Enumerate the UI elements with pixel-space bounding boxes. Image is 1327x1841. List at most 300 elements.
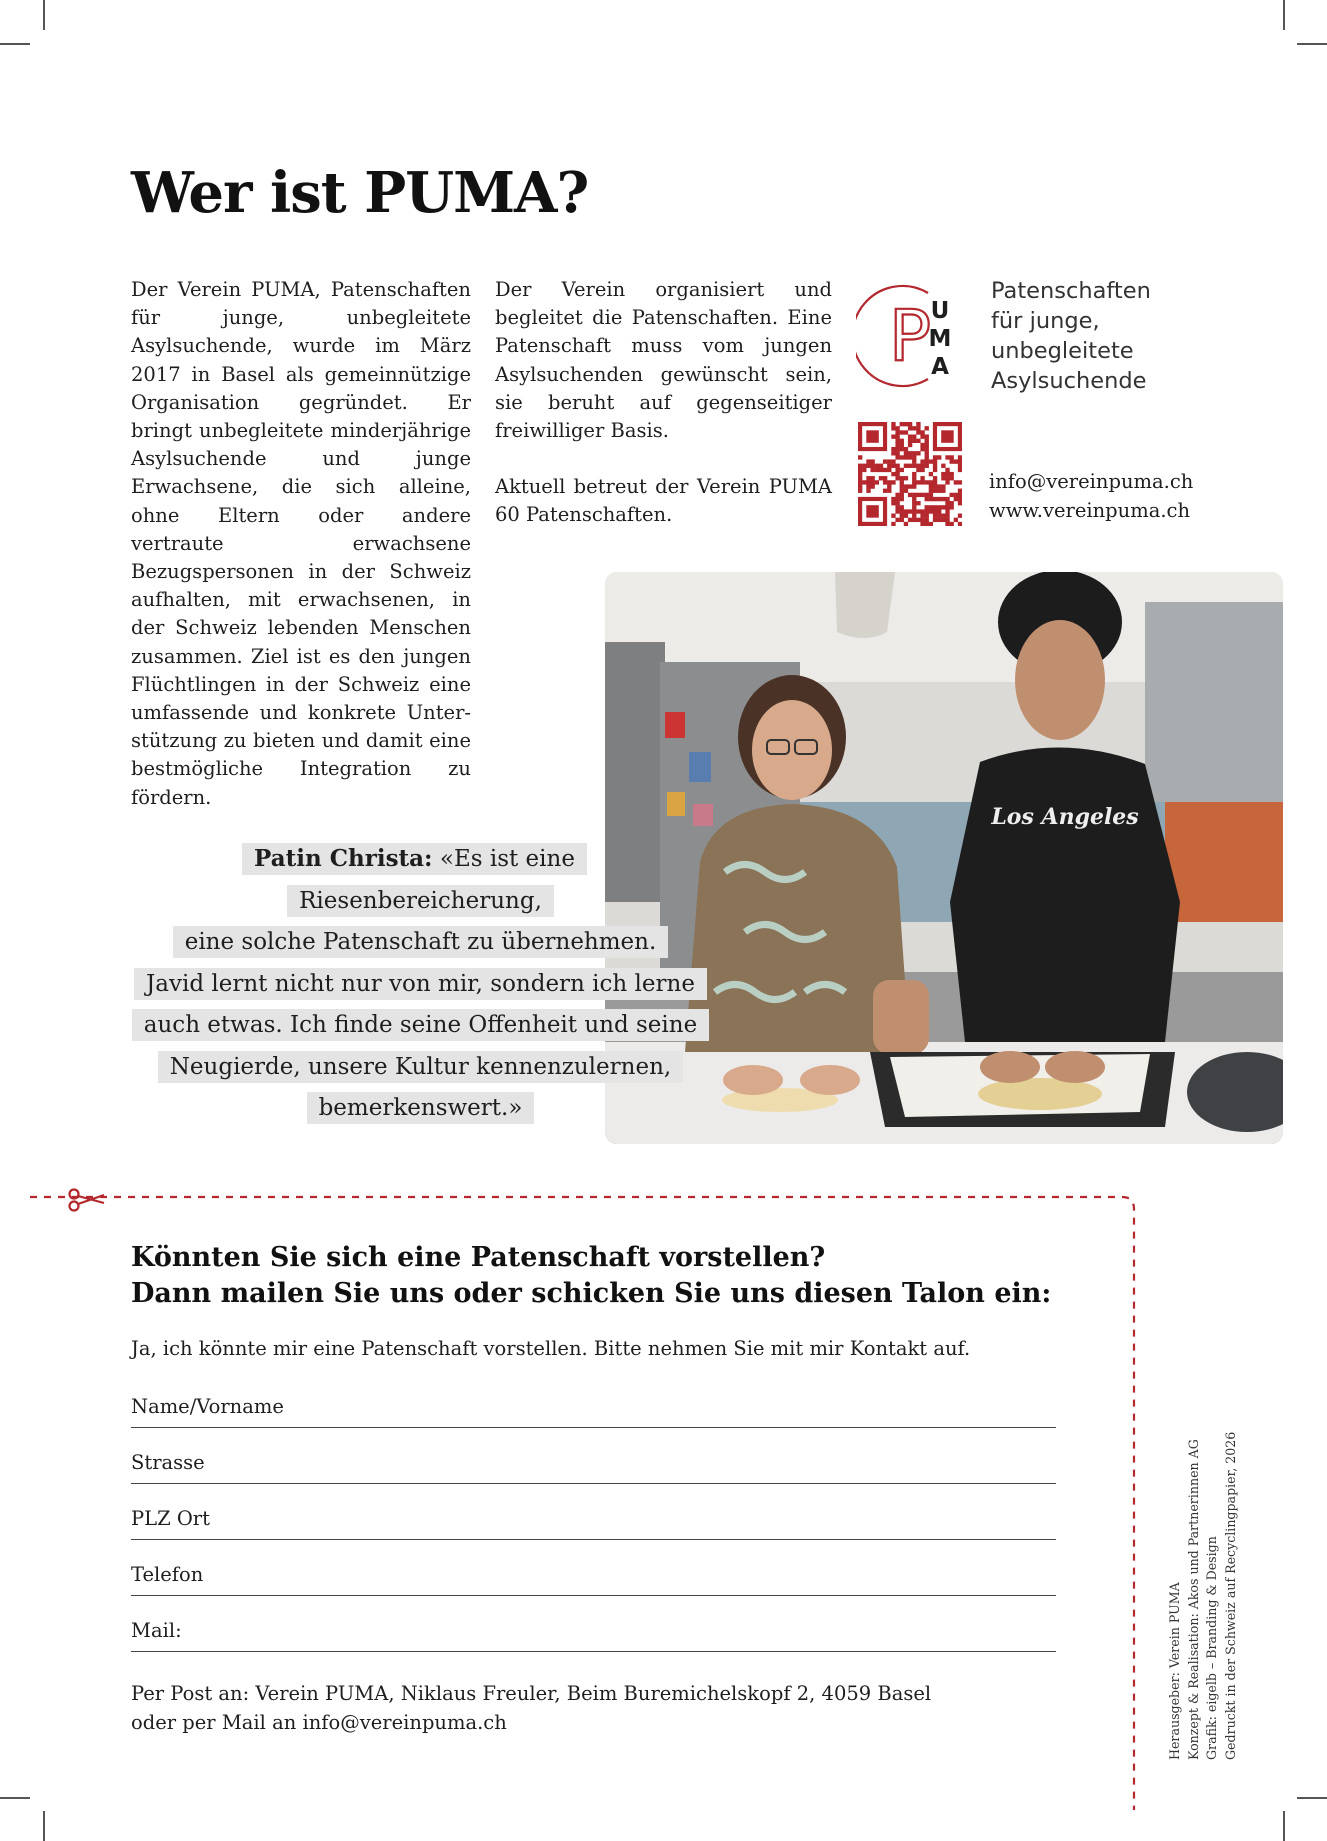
qr-module xyxy=(879,468,883,472)
qr-module xyxy=(883,476,887,480)
qr-module xyxy=(904,451,908,455)
tagline-line: unbegleitete xyxy=(991,338,1134,364)
qr-module xyxy=(900,422,904,426)
qr-module xyxy=(933,489,937,493)
qr-module xyxy=(937,509,941,513)
lamp-shade xyxy=(835,572,895,638)
qr-module xyxy=(912,509,916,513)
talon-heading xyxy=(131,1240,1051,1312)
qr-module xyxy=(895,430,899,434)
qr-module xyxy=(933,518,937,522)
qr-module xyxy=(870,484,874,488)
qr-module xyxy=(866,459,870,463)
qr-module xyxy=(895,501,899,505)
dough-on-tray xyxy=(978,1078,1102,1110)
qr-module xyxy=(862,468,866,472)
qr-module xyxy=(900,484,904,488)
qr-module xyxy=(900,455,904,459)
qr-module xyxy=(904,447,908,451)
qr-module xyxy=(870,480,874,484)
qr-module xyxy=(891,480,895,484)
quote-block xyxy=(128,838,713,1130)
qr-module xyxy=(908,518,912,522)
crop-mark xyxy=(1283,0,1285,30)
qr-module xyxy=(858,455,862,459)
qr-module xyxy=(929,480,933,484)
qr-module xyxy=(858,476,862,480)
qr-module xyxy=(925,464,929,468)
qr-module xyxy=(958,514,962,518)
qr-module xyxy=(945,497,949,501)
qr-module xyxy=(945,522,949,526)
qr-module xyxy=(900,468,904,472)
qr-module xyxy=(912,439,916,443)
qr-module xyxy=(904,464,908,468)
imprint-line: Grafik: eigelb – Branding & Design xyxy=(1204,1536,1220,1760)
qr-module xyxy=(879,476,883,480)
qr-module xyxy=(870,476,874,480)
qr-module xyxy=(866,505,878,517)
qr-module xyxy=(937,518,941,522)
qr-module xyxy=(895,434,899,438)
cabinet-right xyxy=(1145,602,1283,802)
street-field[interactable] xyxy=(131,1448,1056,1484)
intro-text-column-1: Der Verein PUMA, Patenschaften für junge, unbegleitete Asylsuchende, wurde im März 2017 in Basel als gemeinnützige Organisation gegründet. Er bringt unbegleitete minderjährige Asylsuchende und junge Erwachsene, die sich alleine, ohne Eltern oder andere vertraute erwachsene Bezugspersonen in der Schweiz aufhalten, mit erwachsenen, in der Schweiz lebenden Menschen zusammen. Ziel ist es den jungen Flüchtlingen in der Schweiz eine umfassende und konkrete Unterstützung zu bieten und damit eine bestmögliche Integration zu fördern. xyxy=(131,278,471,809)
qr-module xyxy=(941,489,945,493)
qr-module xyxy=(954,493,958,497)
qr-module xyxy=(887,468,891,472)
qr-module xyxy=(912,497,916,501)
qr-module xyxy=(941,464,945,468)
qr-module xyxy=(920,522,924,526)
splashback-accent xyxy=(1165,802,1283,922)
qr-module xyxy=(933,468,937,472)
qr-module xyxy=(916,518,920,522)
qr-module xyxy=(895,464,899,468)
qr-module xyxy=(866,489,870,493)
intro-text-column-2 xyxy=(495,276,832,530)
quote-text: «Es ist eine Riesenbereicherung, xyxy=(299,846,575,914)
qr-module xyxy=(866,484,870,488)
qr-module xyxy=(887,464,891,468)
qr-module xyxy=(937,497,941,501)
postal-line: oder per Mail an info@vereinpuma.ch xyxy=(131,1710,507,1734)
postal-line: Per Post an: Verein PUMA, Niklaus Freuler, Beim Buremichelskopf 2, 4059 Basel xyxy=(131,1682,932,1705)
qr-module xyxy=(912,501,916,505)
qr-module xyxy=(904,455,908,459)
qr-module xyxy=(925,518,929,522)
qr-module xyxy=(866,430,878,442)
qr-module xyxy=(929,472,933,476)
quote-line: bemerkenswert.» xyxy=(307,1092,535,1124)
qr-module xyxy=(895,455,899,459)
qr-code[interactable] xyxy=(858,422,962,526)
tagline-line: Patenschaften xyxy=(991,278,1151,304)
qr-module xyxy=(891,464,895,468)
quote-line: eine solche Patenschaft zu übernehmen. xyxy=(173,926,669,958)
qr-module xyxy=(891,451,895,455)
phone-field[interactable] xyxy=(131,1560,1056,1596)
qr-module xyxy=(904,514,908,518)
qr-module xyxy=(945,501,949,505)
tshirt-print: Los Angeles xyxy=(991,804,1139,830)
woman-face xyxy=(752,700,832,800)
qr-module xyxy=(908,443,912,447)
qr-module xyxy=(862,480,866,484)
qr-module xyxy=(925,514,929,518)
qr-module xyxy=(920,514,924,518)
qr-module xyxy=(900,493,904,497)
qr-module xyxy=(912,472,916,476)
qr-module xyxy=(937,514,941,518)
quote-line: auch etwas. Ich finde seine Offenheit und seine xyxy=(132,1009,709,1041)
qr-module xyxy=(908,451,912,455)
woman-hand xyxy=(800,1065,860,1095)
qr-module xyxy=(929,489,933,493)
qr-module xyxy=(900,505,904,509)
contact-website-link[interactable]: www.vereinpuma.ch xyxy=(989,499,1191,522)
qr-module xyxy=(933,505,937,509)
qr-module xyxy=(908,434,912,438)
qr-module xyxy=(929,493,933,497)
scissors-icon xyxy=(70,1190,105,1211)
qr-module xyxy=(933,480,937,484)
qr-module xyxy=(875,464,879,468)
qr-module xyxy=(954,480,958,484)
qr-module xyxy=(933,476,937,480)
qr-module xyxy=(912,493,916,497)
qr-module xyxy=(891,472,895,476)
qr-module xyxy=(895,476,899,480)
qr-module xyxy=(895,509,899,513)
qr-module xyxy=(920,434,924,438)
qr-module xyxy=(912,514,916,518)
qr-module xyxy=(920,509,924,513)
qr-module xyxy=(891,434,895,438)
qr-module xyxy=(937,484,941,488)
quote-line: Neugierde, unsere Kultur kennenzulernen, xyxy=(158,1051,683,1083)
postal-address xyxy=(131,1680,931,1737)
qr-module xyxy=(891,497,895,501)
qr-module xyxy=(925,451,929,455)
qr-module xyxy=(895,447,899,451)
logo-letter-m: M xyxy=(928,326,952,352)
qr-module xyxy=(941,505,945,509)
qr-module xyxy=(941,497,945,501)
qr-module xyxy=(945,509,949,513)
qr-module xyxy=(920,464,924,468)
name-field[interactable] xyxy=(131,1392,1056,1428)
qr-module xyxy=(879,464,883,468)
qr-module xyxy=(862,464,866,468)
qr-module xyxy=(920,518,924,522)
woman-hand xyxy=(723,1065,783,1095)
logo-letter-a: A xyxy=(931,354,949,380)
qr-module xyxy=(895,505,899,509)
qr-module xyxy=(950,501,954,505)
contact-email-link[interactable]: info@vereinpuma.ch xyxy=(989,470,1194,493)
quote-line xyxy=(242,843,587,917)
qr-module xyxy=(958,455,962,459)
crop-mark xyxy=(43,0,45,30)
qr-module xyxy=(929,497,933,501)
imprint-line: Konzept & Realisation: Akos und Partnerinnen AG xyxy=(1185,1439,1201,1760)
logo-letter-u: U xyxy=(930,298,950,324)
qr-module xyxy=(933,464,937,468)
qr-module xyxy=(895,451,899,455)
qr-module xyxy=(912,476,916,480)
qr-module xyxy=(941,430,953,442)
qr-module xyxy=(887,459,891,463)
qr-module xyxy=(912,484,916,488)
qr-module xyxy=(945,480,949,484)
talon-heading-line: Dann mailen Sie uns oder schicken Sie uns diesen Talon ein: xyxy=(131,1278,1052,1309)
qr-module xyxy=(958,459,962,463)
qr-module xyxy=(937,455,941,459)
qr-module xyxy=(945,476,949,480)
qr-module xyxy=(916,468,920,472)
qr-module xyxy=(908,439,912,443)
man-arm xyxy=(873,980,929,1054)
qr-module xyxy=(904,489,908,493)
qr-module xyxy=(929,522,933,526)
qr-module xyxy=(941,514,945,518)
logo-letter-p: P xyxy=(888,295,932,377)
qr-module xyxy=(908,455,912,459)
qr-module xyxy=(925,509,929,513)
qr-module xyxy=(900,476,904,480)
qr-module xyxy=(900,447,904,451)
intro-paragraph: Aktuell betreut der Verein PUMA 60 Patenschaften. xyxy=(495,475,832,527)
qr-module xyxy=(900,518,904,522)
imprint-line: Herausgeber: Verein PUMA xyxy=(1167,1582,1182,1760)
qr-module xyxy=(883,480,887,484)
qr-module xyxy=(933,509,937,513)
city-field[interactable] xyxy=(131,1504,1056,1540)
man-face xyxy=(1015,620,1105,740)
qr-module xyxy=(916,480,920,484)
qr-module xyxy=(875,480,879,484)
qr-module xyxy=(916,430,920,434)
qr-module xyxy=(900,514,904,518)
field-label: PLZ Ort xyxy=(131,1507,210,1530)
qr-module xyxy=(945,455,949,459)
qr-module xyxy=(945,518,949,522)
man-hand xyxy=(980,1051,1040,1083)
mail-field[interactable] xyxy=(131,1616,1056,1652)
qr-module xyxy=(950,459,954,463)
talon-statement: Ja, ich könnte mir eine Patenschaft vorstellen. Bitte nehmen Sie mit mir Kontakt auf. xyxy=(131,1337,971,1360)
qr-module xyxy=(900,509,904,513)
qr-module xyxy=(891,422,895,426)
qr-module xyxy=(933,455,937,459)
qr-module xyxy=(908,493,912,497)
qr-module xyxy=(866,476,870,480)
qr-module xyxy=(925,480,929,484)
qr-module xyxy=(866,480,870,484)
qr-module xyxy=(950,472,954,476)
qr-module xyxy=(958,464,962,468)
puma-tagline xyxy=(991,276,1151,396)
qr-module xyxy=(925,426,929,430)
qr-module xyxy=(887,480,891,484)
contact-info xyxy=(989,467,1193,525)
fridge-magnet xyxy=(689,752,711,782)
qr-module xyxy=(920,430,924,434)
puma-logo xyxy=(856,276,968,394)
qr-module xyxy=(891,459,895,463)
qr-module xyxy=(895,439,899,443)
qr-module xyxy=(920,493,924,497)
fridge-magnet xyxy=(665,712,685,738)
qr-module xyxy=(920,459,924,463)
qr-module xyxy=(900,439,904,443)
tagline-line: für junge, xyxy=(991,308,1100,334)
qr-module xyxy=(900,480,904,484)
qr-module xyxy=(895,472,899,476)
qr-module xyxy=(904,430,908,434)
page-title: Wer ist PUMA? xyxy=(131,160,589,226)
qr-module xyxy=(933,459,937,463)
qr-module xyxy=(958,497,962,501)
qr-module xyxy=(900,443,904,447)
qr-module xyxy=(908,426,912,430)
qr-module xyxy=(891,522,895,526)
qr-module xyxy=(916,451,920,455)
qr-module xyxy=(920,480,924,484)
qr-module xyxy=(933,484,937,488)
qr-module xyxy=(941,472,945,476)
qr-module xyxy=(908,422,912,426)
qr-module xyxy=(883,489,887,493)
qr-module xyxy=(933,514,937,518)
qr-module xyxy=(950,476,954,480)
qr-module xyxy=(858,472,862,476)
man-hand xyxy=(1045,1051,1105,1083)
qr-module xyxy=(891,447,895,451)
qr-module xyxy=(945,472,949,476)
field-label: Telefon xyxy=(131,1563,204,1586)
qr-module xyxy=(954,459,958,463)
qr-module xyxy=(950,493,954,497)
qr-module xyxy=(958,480,962,484)
qr-module xyxy=(929,505,933,509)
qr-module xyxy=(920,443,924,447)
qr-module xyxy=(904,484,908,488)
qr-module xyxy=(925,497,929,501)
qr-module xyxy=(933,497,937,501)
qr-module xyxy=(916,439,920,443)
qr-module xyxy=(912,505,916,509)
qr-module xyxy=(950,455,954,459)
qr-module xyxy=(916,426,920,430)
field-label: Mail: xyxy=(131,1619,182,1642)
qr-module xyxy=(891,426,895,430)
qr-module xyxy=(925,434,929,438)
qr-module xyxy=(900,430,904,434)
qr-module xyxy=(895,443,899,447)
qr-module xyxy=(900,497,904,501)
qr-module xyxy=(916,493,920,497)
intro-paragraph: Der Verein organisiert und begleitet die Patenschaften. Eine Patenschaft muss vom jungen Asylsuchenden gewünscht sein, sie beruht auf gegenseitiger freiwilliger Basis. xyxy=(495,278,832,443)
qr-module xyxy=(866,464,870,468)
qr-module xyxy=(904,509,908,513)
qr-module xyxy=(883,468,887,472)
qr-module xyxy=(912,518,916,522)
qr-module xyxy=(858,484,862,488)
qr-module xyxy=(937,505,941,509)
qr-module xyxy=(858,480,862,484)
qr-module xyxy=(900,489,904,493)
qr-module xyxy=(904,476,908,480)
qr-module xyxy=(858,489,862,493)
qr-module xyxy=(937,489,941,493)
qr-module xyxy=(908,484,912,488)
qr-module xyxy=(912,451,916,455)
qr-module xyxy=(925,443,929,447)
qr-module xyxy=(895,426,899,430)
tagline-line: Asylsuchende xyxy=(991,368,1147,394)
qr-module xyxy=(929,484,933,488)
qr-module xyxy=(916,422,920,426)
qr-module xyxy=(912,464,916,468)
qr-module xyxy=(916,501,920,505)
qr-module xyxy=(925,522,929,526)
qr-module xyxy=(954,518,958,522)
qr-module xyxy=(945,514,949,518)
qr-module xyxy=(908,509,912,513)
qr-module xyxy=(925,455,929,459)
imprint-line: Gedruckt in der Schweiz auf Recyclingpapier, 2026 xyxy=(1223,1431,1239,1760)
qr-module xyxy=(891,501,895,505)
qr-module xyxy=(875,468,879,472)
qr-module xyxy=(883,459,887,463)
qr-module xyxy=(912,455,916,459)
qr-module xyxy=(950,522,954,526)
qr-module xyxy=(904,522,908,526)
qr-module xyxy=(941,518,945,522)
qr-module xyxy=(958,501,962,505)
field-label: Strasse xyxy=(131,1451,205,1474)
fridge-magnet xyxy=(693,804,713,826)
qr-module xyxy=(916,509,920,513)
qr-module xyxy=(925,459,929,463)
qr-module xyxy=(895,518,899,522)
qr-module xyxy=(908,464,912,468)
qr-module xyxy=(895,493,899,497)
qr-module xyxy=(920,447,924,451)
qr-module xyxy=(858,468,862,472)
qr-module xyxy=(912,459,916,463)
man-tshirt xyxy=(950,747,1180,1042)
qr-module xyxy=(895,497,899,501)
qr-module xyxy=(925,439,929,443)
qr-module xyxy=(941,476,945,480)
qr-module xyxy=(916,464,920,468)
qr-module xyxy=(920,468,924,472)
crop-mark xyxy=(0,43,30,45)
qr-module xyxy=(870,468,874,472)
imprint xyxy=(1166,1432,1241,1760)
qr-module xyxy=(912,480,916,484)
qr-module xyxy=(945,505,949,509)
qr-module xyxy=(925,493,929,497)
crop-mark xyxy=(1297,43,1327,45)
quote-line: Javid lernt nicht nur von mir, sondern ich lerne xyxy=(134,968,707,1000)
qr-module xyxy=(904,422,908,426)
qr-module xyxy=(891,514,895,518)
qr-module xyxy=(929,509,933,513)
